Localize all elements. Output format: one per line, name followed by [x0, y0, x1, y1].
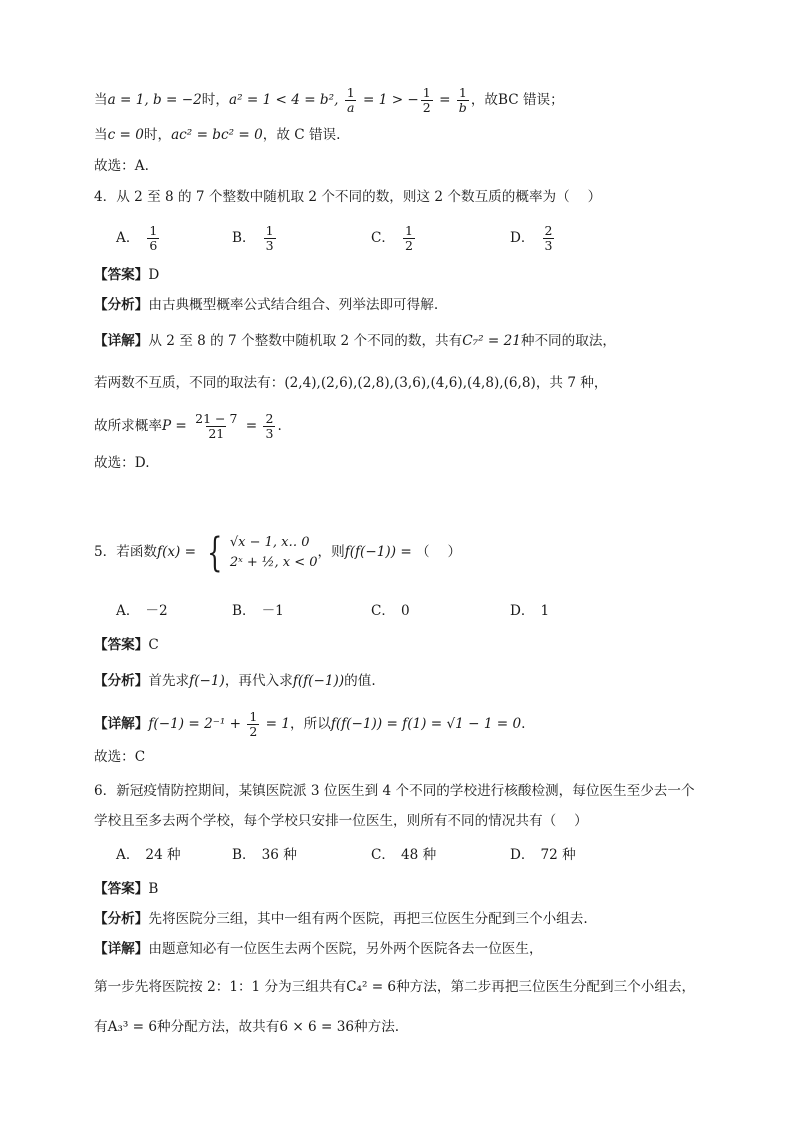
option-label: A． — [116, 230, 140, 246]
frac-num: 1 — [346, 85, 355, 100]
q3-l2-math: ac² = bc² = 0 — [171, 127, 263, 143]
q3-l2-when: 时， — [143, 127, 172, 143]
frac-num: 2 — [544, 223, 553, 238]
q3-l1-prefix: 当 — [94, 92, 108, 108]
q6-option-b — [232, 844, 297, 866]
detail-math: f(−1) = 2⁻¹ + — [148, 716, 246, 732]
option-label: B． — [232, 230, 256, 246]
option-label: C． — [371, 230, 395, 246]
analysis-math: f(f(−1)) — [292, 673, 345, 689]
frac-num: 1 — [265, 223, 274, 238]
detail-math: 6 × 6 = 36 — [279, 1019, 355, 1035]
q6-answer — [94, 878, 734, 900]
answer-value: D — [148, 267, 160, 283]
q3-l1-math-b: = 1 > − — [358, 92, 419, 108]
frac-den: 21 — [208, 426, 225, 441]
option-frac — [403, 224, 415, 253]
option-frac — [543, 224, 555, 253]
q3-l2-cond: c = 0 — [107, 127, 144, 143]
detail-math: C₄² = 6 — [346, 979, 397, 995]
detail-text: ，共 7 种， — [535, 375, 608, 391]
detail-math: A₃³ = 6 — [107, 1019, 157, 1035]
detail-frac — [193, 412, 239, 441]
answer-value: B — [148, 881, 159, 897]
q5-option-d — [510, 600, 549, 622]
detail-math: = 1 — [261, 716, 291, 732]
frac-den: 3 — [265, 238, 274, 253]
analysis-tag: 【分析】 — [94, 297, 149, 313]
q5-analysis — [94, 670, 734, 692]
analysis-text: 首先求 — [148, 673, 190, 689]
option-label: D． — [510, 847, 535, 863]
q6-stem-line1: 6．新冠疫情防控期间，某镇医院派 3 位医生到 4 个不同的学校进行核酸检测，每位医生至少去一个 — [94, 783, 695, 799]
option-label: B． — [232, 603, 256, 619]
detail-math: P = — [161, 418, 192, 434]
q3-l1-math-c: = — [434, 92, 455, 108]
option-frac — [264, 224, 276, 253]
q6-detail1 — [94, 938, 734, 960]
option-label: A． — [116, 847, 140, 863]
q3-l1-frac1 — [345, 86, 357, 115]
option-value: 0 — [401, 603, 410, 619]
q6-stem-line2: 学校且至多去两个学校，每个学校只安排一位医生，则所有不同的情况共有（ ） — [94, 813, 588, 829]
q3-l1-frac3 — [457, 86, 469, 115]
frac-num: 1 — [458, 85, 467, 100]
q5-detail — [94, 710, 734, 739]
q4-detail3 — [94, 412, 734, 441]
q4-answer — [94, 264, 734, 286]
option-value: －1 — [261, 603, 284, 619]
frac-den: 3 — [544, 238, 553, 253]
analysis-tag: 【分析】 — [94, 673, 149, 689]
detail-text: ，所以 — [290, 716, 331, 732]
q3-l1-suffix: ，故BC 错误； — [470, 92, 564, 108]
q5-answer — [94, 634, 734, 656]
detail-text: 种方法. — [354, 1019, 400, 1035]
q6-detail2 — [94, 976, 734, 998]
q4-option-a — [116, 224, 161, 253]
frac-num: 1 — [405, 223, 413, 238]
q6-option-c — [371, 844, 436, 866]
q3-line2 — [94, 124, 734, 146]
q5-case1: √x − 1, x‥ 0 — [229, 534, 310, 550]
option-label: C． — [371, 603, 395, 619]
detail-text: 种方法，第二步再把三位医生分配到三个小组去， — [396, 979, 696, 995]
frac-num: 2 — [265, 411, 274, 426]
frac-num: 21 − 7 — [195, 411, 238, 426]
detail-text: 第一步先将医院按 2：1：1 分为三组共有 — [94, 979, 347, 995]
q5-stem-paren: （ ） — [416, 544, 462, 560]
q5-function-name: f(x) = — [157, 544, 201, 560]
q5-stem-text: ，则 — [317, 544, 345, 560]
q3-l1-cond: a = 1, b = −2 — [107, 92, 202, 108]
q3-l1-math-a: a² = 1 < 4 = b², — [228, 92, 343, 108]
detail-math: = — [241, 418, 262, 434]
q5-choice: 故选：C — [94, 749, 146, 765]
detail-frac-result — [263, 412, 275, 441]
frac-num: 1 — [149, 223, 158, 238]
q5-stem-text: 5．若函数 — [94, 544, 158, 560]
q4-stem: 4．从 2 至 8 的 7 个整数中随机取 2 个不同的数，则这 2 个数互质的概率为（ ） — [94, 189, 602, 205]
q6-option-a — [116, 844, 181, 866]
frac-den: b — [458, 100, 467, 115]
q4-choice: 故选：D. — [94, 455, 150, 471]
detail-text: . — [521, 716, 526, 732]
detail-text: 有 — [94, 1019, 108, 1035]
analysis-text: ，再代入求 — [224, 673, 293, 689]
detail-text: 故所求概率 — [94, 418, 162, 434]
q5-piecewise — [200, 529, 318, 576]
q6-analysis — [94, 908, 734, 930]
option-label: A． — [116, 603, 140, 619]
q5-cases — [230, 533, 318, 573]
q4-option-d — [510, 224, 556, 253]
detail-math: C₇² = 21 — [462, 333, 521, 349]
detail-text: . — [277, 418, 282, 434]
detail-text: 由题意知必有一位医生去两个医院，另外两个医院各去一位医生， — [148, 941, 543, 957]
analysis-text: 由古典概型概率公式结合组合、列举法即可得解. — [148, 297, 439, 313]
q5-stem-math: f(f(−1)) = — [344, 544, 417, 560]
q3-line1 — [94, 86, 734, 115]
detail-tag: 【详解】 — [94, 716, 149, 732]
answer-tag: 【答案】 — [94, 881, 149, 897]
frac-den: 6 — [149, 238, 158, 253]
detail-frac — [247, 710, 259, 739]
option-value: 24 种 — [145, 847, 181, 863]
answer-tag: 【答案】 — [94, 267, 149, 283]
q3-choice: 故选：A. — [94, 158, 149, 174]
q6-detail3 — [94, 1016, 734, 1038]
option-value: 36 种 — [261, 847, 297, 863]
q3-l1-when: 时， — [201, 92, 229, 108]
option-value: 1 — [540, 603, 550, 619]
q4-option-c — [371, 224, 417, 253]
q5-option-c — [371, 600, 410, 622]
frac-den: a — [346, 100, 355, 115]
detail-math: f(f(−1)) = f(1) = √1 − 1 = 0 — [330, 716, 522, 732]
q6-option-d — [510, 844, 576, 866]
option-value: 72 种 — [540, 847, 576, 863]
q3-l2-prefix: 当 — [94, 127, 108, 143]
option-label: C． — [371, 847, 395, 863]
detail-tag: 【详解】 — [94, 941, 149, 957]
q4-detail1 — [94, 330, 734, 352]
q3-l2-suffix: ，故 C 错误. — [262, 127, 341, 143]
detail-text: 若两数不互质，不同的取法有： — [94, 375, 285, 391]
analysis-math: f(−1) — [189, 673, 225, 689]
q5-stem — [94, 530, 734, 574]
frac-num: 1 — [422, 85, 431, 100]
q4-option-b — [232, 224, 278, 253]
analysis-tag: 【分析】 — [94, 911, 149, 927]
detail-math: (2,4),(2,6),(2,8),(3,6),(4,6),(4,8),(6,8) — [284, 375, 536, 391]
option-value: 48 种 — [401, 847, 437, 863]
q5-case2: 2ˣ + ½, x < 0 — [229, 554, 318, 570]
option-label: D． — [510, 603, 535, 619]
option-frac — [147, 224, 159, 253]
q3-l1-frac2 — [421, 86, 433, 115]
q5-option-b — [232, 600, 284, 622]
detail-text: 种分配方法，故共有 — [157, 1019, 280, 1035]
frac-den: 2 — [405, 238, 413, 253]
answer-tag: 【答案】 — [94, 637, 149, 653]
frac-den: 2 — [249, 724, 258, 739]
q4-analysis — [94, 294, 734, 316]
option-label: D． — [510, 230, 535, 246]
option-label: B． — [232, 847, 256, 863]
option-value: －2 — [145, 603, 168, 619]
analysis-text: 先将医院分三组，其中一组有两个医院，再把三位医生分配到三个小组去. — [148, 911, 588, 927]
answer-value: C — [148, 637, 159, 653]
frac-den: 3 — [265, 426, 274, 441]
detail-tag: 【详解】 — [94, 333, 149, 349]
frac-den: 2 — [422, 100, 431, 115]
detail-text: 从 2 至 8 的 7 个整数中随机取 2 个不同的数，共有 — [148, 333, 463, 349]
detail-text: 种不同的取法， — [520, 333, 617, 349]
q4-detail2 — [94, 372, 734, 394]
q5-option-a — [116, 600, 168, 622]
frac-num: 1 — [249, 709, 258, 724]
brace-icon: { — [207, 529, 223, 576]
analysis-text: 的值. — [344, 673, 376, 689]
